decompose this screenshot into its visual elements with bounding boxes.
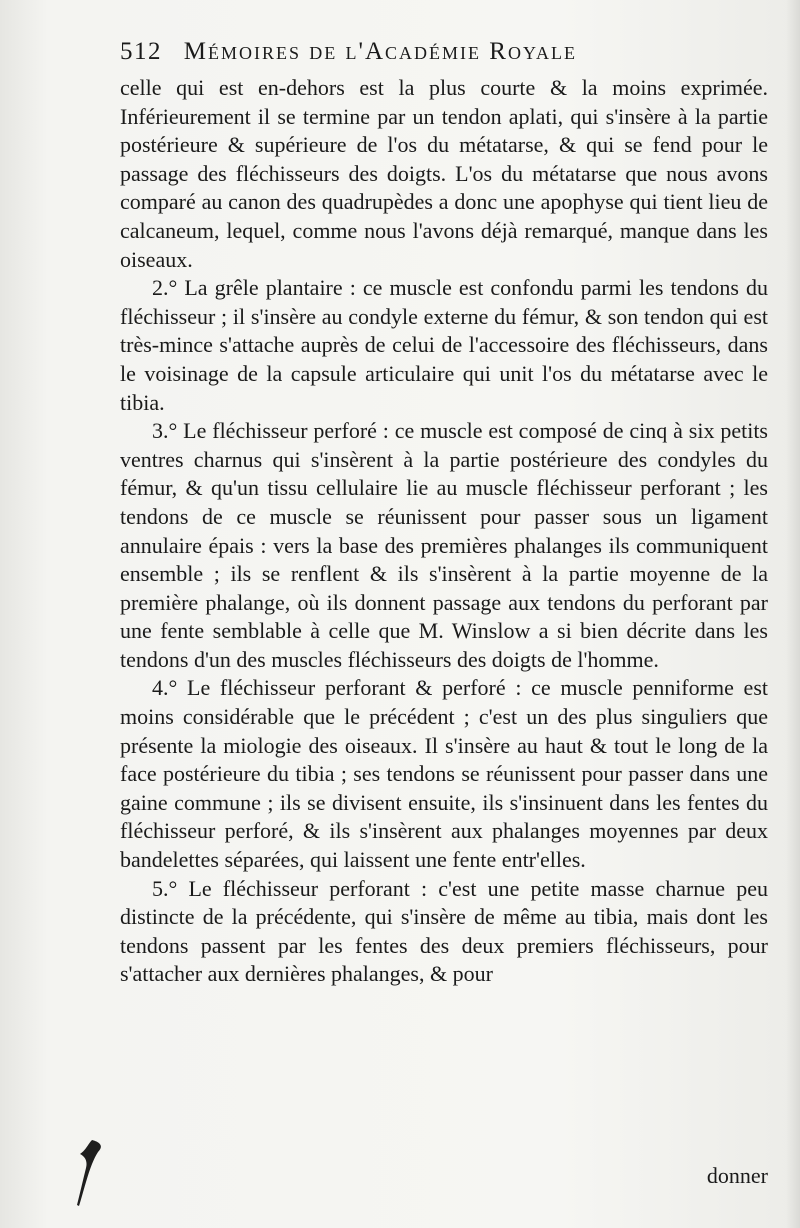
running-title: Mémoires de l'Académie Royale (183, 38, 577, 65)
paragraph-item-3: 3.° Le fléchisseur perforé : ce muscle est composé de cinq à six petits ventres charnus qui s'insèrent à la partie postérieure des condyles du fémur, & qu'un tissu cellulaire lie au muscle fléchisseur perforant ; les tendons de ce muscle se réunissent pour passer sous un ligament annulaire épais : vers la base des premières phalanges ils communiquent ensemble ; ils se renflent & ils s'insèrent à la partie moyenne de la première phalange, où ils donnent passage aux tendons du perforant par une fente semblable à celle que M. Winslow a si bien décrite dans les tendons d'un des muscles fléchisseurs des doigts de l'homme. (120, 418, 768, 672)
page-number: 512 (120, 38, 162, 65)
paragraph-item-4: 4.° Le fléchisseur perforant & perforé : ce muscle penniforme est moins considérable que le précédent ; c'est un des plus singuliers que présente la miologie des oiseaux. Il s'insère au haut & tout le long de la face postérieure du tibia ; ses tendons se réunissent pour passer dans une gaine commune ; ils se divisent ensuite, ils s'insinuent dans les fentes du fléchisseur perforé, & ils s'insèrent aux phalanges moyennes par deux bandelettes séparées, qui laissent une fente entr'elles. (120, 675, 768, 873)
text-block (120, 30, 768, 1188)
ink-blot-mark (70, 1138, 110, 1208)
paragraph-item-2: 2.° La grêle plantaire : ce muscle est confondu parmi les tendons du fléchisseur ; il s'insère au condyle externe du fémur, & son tendon qui est très-mince s'attache auprès de celui de l'accessoire des fléchisseurs, dans le voisinage de la capsule articulaire qui unit l'os du métatarse avec le tibia. (120, 275, 768, 415)
paragraph-item-5: 5.° Le fléchisseur perforant : c'est une petite masse charnue peu distincte de la précédente, qui s'insère de même au tibia, mais dont les tendons passent par les fentes des deux premiers fléchisseurs, pour s'attacher aux dernières phalanges, & pour (120, 875, 768, 987)
paragraph-continuation: celle qui est en-dehors est la plus courte & la moins exprimée. Inférieurement il se termine par un tendon aplati, qui s'insère à la partie postérieure & supérieure de l'os du métatarse, & qui se fend pour le passage des fléchisseurs des doigts. L'os du métatarse que nous avons comparé au canon des quadrupèdes a donc une apophyse qui tient lieu de calcaneum, lequel, comme nous l'avons déjà remarqué, manque dans les oiseaux. (120, 75, 768, 272)
page-edge-shadow (786, 0, 800, 1228)
catchword: donner (706, 1163, 768, 1188)
running-header (120, 30, 768, 74)
